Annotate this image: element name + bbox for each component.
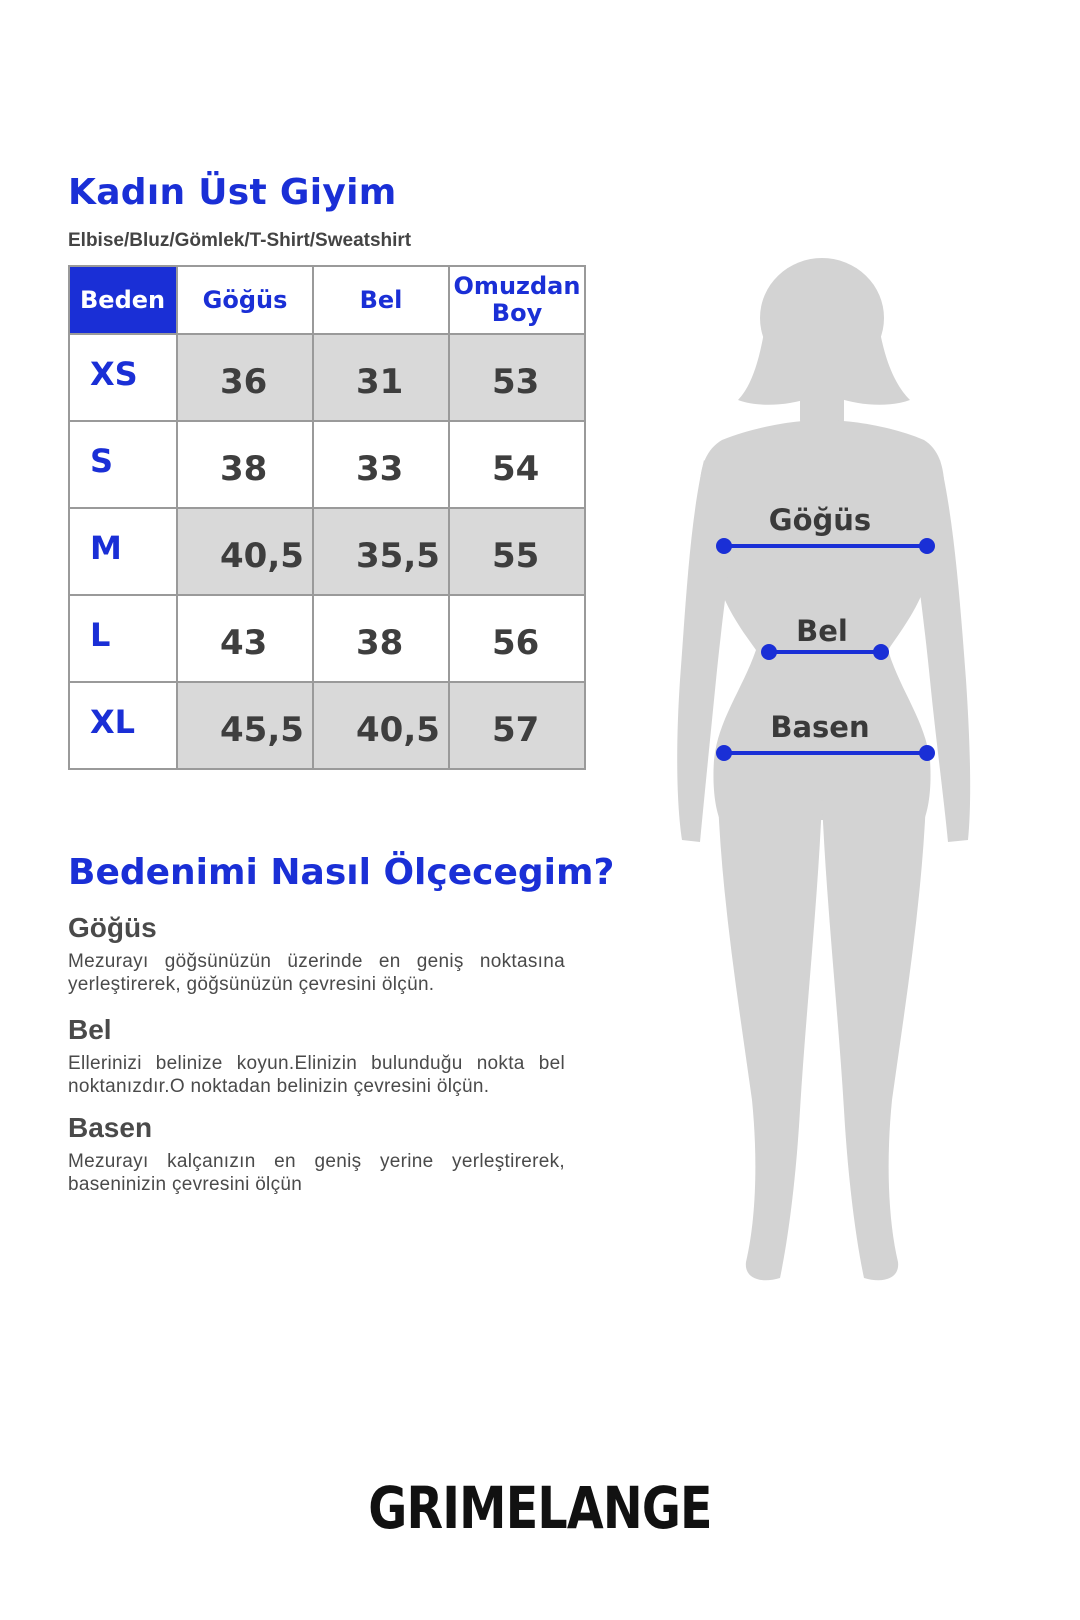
section-title-gogus: Göğüs [68,912,157,943]
gogus-cell: 45,5 [177,682,313,769]
boy-cell: 57 [449,682,585,769]
size-cell: XL [69,682,177,769]
column-header-gogus: Göğüs [177,266,313,334]
table-row [69,682,585,769]
waist-label: Bel [796,614,848,648]
table-row [69,508,585,595]
page-subtitle: Elbise/Bluz/Gömlek/T-Shirt/Sweatshirt [68,230,412,251]
brand-logo: GRIMELANGE [368,1474,712,1542]
column-header-beden: Beden [69,266,177,334]
size-table [68,265,586,770]
gogus-cell: 40,5 [177,508,313,595]
gogus-cell: 43 [177,595,313,682]
table-row [69,421,585,508]
size-cell: XS [69,334,177,421]
gogus-cell: 36 [177,334,313,421]
size-cell: S [69,421,177,508]
boy-cell: 56 [449,595,585,682]
hip-label: Basen [770,710,870,744]
section-text-basen: Mezurayı kalçanızın en geniş yerine yerleştirerek, baseninizin çevresini ölçün [68,1151,565,1195]
gogus-cell: 38 [177,421,313,508]
table-header-row [69,266,585,334]
table-row [69,334,585,421]
section-text-bel: Ellerinizi belinize koyun.Elinizin bulunduğu nokta bel noktanızdır.O noktadan belinizin çevresini ölçün. [68,1053,565,1097]
bel-cell: 38 [313,595,449,682]
boy-cell: 53 [449,334,585,421]
boy-cell: 55 [449,508,585,595]
section-title-basen: Basen [68,1112,153,1143]
size-cell: L [69,595,177,682]
bel-cell: 40,5 [313,682,449,769]
page-title: Kadın Üst Giyim [68,172,397,213]
body-silhouette-figure [660,240,1000,1300]
silhouette-icon [677,258,970,1280]
howto-title: Bedenimi Nasıl Ölçecegim? [68,852,615,893]
section-text-gogus: Mezurayı göğsünüzün üzerinde en geniş noktasına yerleştirerek, göğsünüzün çevresini ölçün. [68,951,565,995]
table-row [69,595,585,682]
chest-label: Göğüs [768,503,872,537]
size-cell: M [69,508,177,595]
bel-cell: 35,5 [313,508,449,595]
bel-cell: 31 [313,334,449,421]
column-header-bel: Bel [313,266,449,334]
bel-cell: 33 [313,421,449,508]
boy-cell: 54 [449,421,585,508]
section-title-bel: Bel [68,1014,112,1045]
column-header-boy: Omuzdan Boy [449,266,585,334]
